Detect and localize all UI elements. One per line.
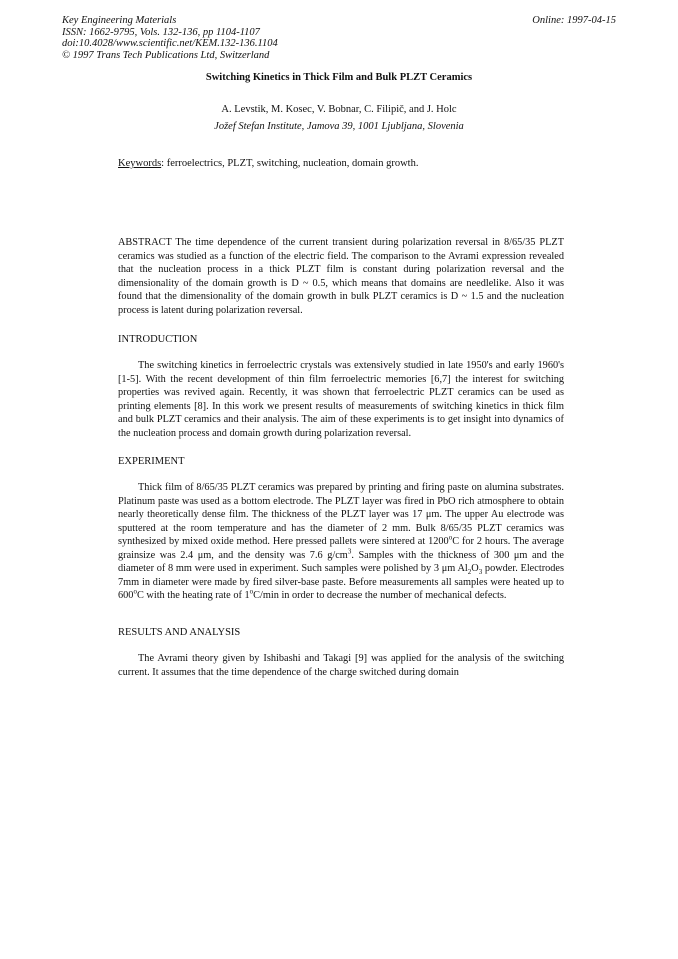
experiment-text-part: C with the heating rate of 1 bbox=[136, 590, 250, 601]
keywords-line bbox=[118, 158, 418, 169]
degree-superscript: o bbox=[448, 533, 453, 542]
subscript-3: 3 bbox=[478, 568, 483, 577]
results-paragraph bbox=[118, 652, 564, 679]
affiliation: Jožef Stefan Institute, Jamova 39, 1001 Ljubljana, Slovenia bbox=[214, 121, 464, 132]
journal-name: Key Engineering Materials bbox=[62, 15, 177, 26]
experiment-text-part: C for 2 hours. The average grainsize was 2.4 μm, and the density was 7.6 g/cm bbox=[118, 536, 564, 561]
doi-line: doi:10.4028/www.scientific.net/KEM.132-136.1104 bbox=[62, 38, 278, 50]
issn-line: ISSN: 1662-9795, Vols. 132-136, pp 1104-1107 bbox=[62, 26, 260, 38]
degree-superscript: o bbox=[133, 587, 137, 596]
results-text: The Avrami theory given by Ishibashi and Takagi [9] was applied for the analysis of the switching current. It assumes that the time dependence of the charge switched during domain bbox=[118, 653, 564, 678]
abstract-paragraph bbox=[118, 236, 564, 317]
copyright-line: © 1997 Trans Tech Publications Ltd, Switzerland bbox=[62, 49, 270, 61]
experiment-text bbox=[118, 481, 564, 603]
paper-title: Switching Kinetics in Thick Film and Bulk PLZT Ceramics bbox=[205, 72, 473, 83]
keywords-label: Keywords bbox=[118, 158, 162, 169]
experiment-heading: EXPERIMENT bbox=[118, 456, 185, 467]
introduction-paragraph bbox=[118, 359, 564, 440]
subscript-2: 2 bbox=[467, 568, 472, 577]
experiment-text-part: powder. Electrodes 7mm in diameter were made by fired silver-base paste. Before measurements all samples were heated up to 600 bbox=[118, 563, 564, 601]
experiment-paragraph bbox=[118, 481, 564, 603]
author-list: A. Levstik, M. Kosec, V. Bobnar, C. Filipič, and J. Holc bbox=[221, 104, 457, 115]
keywords-text: : ferroelectrics, PLZT, switching, nucleation, domain growth. bbox=[161, 158, 419, 169]
online-date: Online: 1997-04-15 bbox=[532, 15, 616, 26]
experiment-text-part: C/min in order to decrease the number of mechanical defects. bbox=[253, 590, 507, 601]
degree-superscript: o bbox=[249, 587, 254, 596]
experiment-text-part: . Samples with the thickness of 300 μm and the diameter of 8 mm were used in experiment. Such samples were polished by 3 μm Al bbox=[118, 549, 564, 574]
abstract-text: ABSTRACT The time dependence of the current transient during polarization reversal in 8/65/35 PLZT ceramics was studied as a function of the electric field. The comparison to the Avrami expression revealed that the nucleation process in a thick PLZT film is constant during polarization reversal and the dimensionality of the domain growth is D ~ 0.5, which means that domains are needlelike. Also it was found that the dimensionality of the domain growth in bulk PLZT ceramics is D ~ 1.5 and the nucleation process is latent during polarization reversal. bbox=[118, 237, 564, 316]
introduction-text: The switching kinetics in ferroelectric crystals was extensively studied in late 1950's and early 1960's [1-5]. With the recent development of thin film ferroelectric memories [6,7] the interest for switching properties was revived again. Recently, it was shown that ferroelectric PLZT ceramics can be used as printing elements [8]. In this work we present results of measurements of switching kinetics in thick film and bulk PLZT ceramics and their analysis. The aim of these experiments is to get insight into dynamics of the nucleation process and domain growth during polarization reversal. bbox=[118, 360, 564, 439]
cubic-superscript: 3 bbox=[347, 547, 352, 556]
introduction-heading: INTRODUCTION bbox=[118, 334, 198, 345]
running-header bbox=[62, 15, 278, 61]
results-heading: RESULTS AND ANALYSIS bbox=[118, 627, 241, 638]
experiment-text-part: Thick film of 8/65/35 PLZT ceramics was prepared by printing and firing paste on alumina substrates. Platinum paste was used as a bottom electrode. The PLZT layer was fired in PbO rich atmosphere to obtain nearly theoretically dense film. The thickness of the PLZT layer was 17 μm. The upper Au electrode was sputtered at the room temperature and has the diameter of 2 mm. Bulk 8/65/35 PLZT ceramics was synthesized by mixed oxide method. Here pressed pallets were sintered at 1200 bbox=[118, 482, 564, 547]
experiment-text-part: O bbox=[471, 563, 479, 574]
